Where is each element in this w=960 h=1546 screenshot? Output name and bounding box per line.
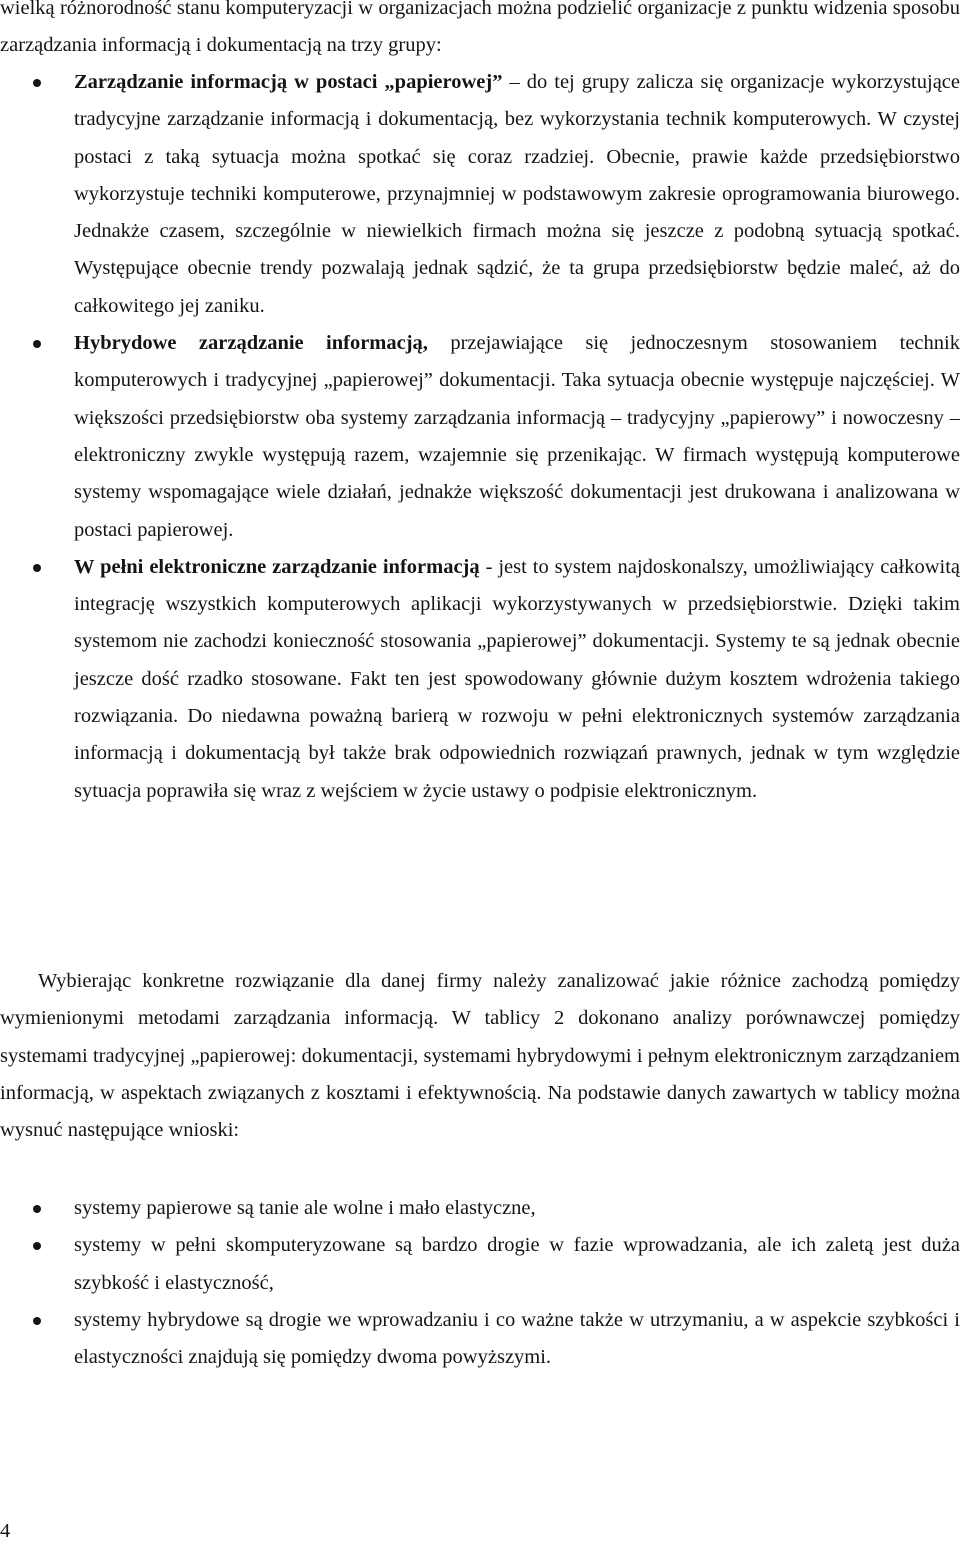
- bullet-icon: [33, 1242, 41, 1250]
- conclusion-item: [0, 1190, 960, 1227]
- conclusion-item: [0, 1227, 960, 1302]
- page-number: 4: [0, 1520, 11, 1542]
- conclusion-text: systemy hybrydowe są drogie we wprowadzaniu i co ważne także w utrzymaniu, a w aspekcie szybkości i elastyczności znajdują się pomiędzy dwoma powyższymi.: [74, 1308, 960, 1369]
- comparison-paragraph: Wybierając konkretne rozwiązanie dla danej firmy należy zanalizować jakie różnice zachodzą pomiędzy wymienionymi metodami zarządzania informacją. W tablicy 2 dokonano analizy porównawczej pomiędzy systemami tradycyjnej „papierowej: dokumentacji, systemami hybrydowymi i pełnym elektronicznym zarządzaniem informacją, w aspektach związanych z kosztami i efektywnością. Na podstawie danych zawartych w tablicy można wysnuć następujące wnioski:: [0, 970, 960, 1142]
- list-item-paper-management: [0, 64, 960, 325]
- organization-groups-list: [0, 64, 960, 810]
- list-item-electronic-management: [0, 549, 960, 810]
- list-item-hybrid-management: [0, 325, 960, 549]
- group-term: Zarządzanie informacją w postaci „papierowej”: [74, 71, 503, 93]
- group-description: - jest to system najdoskonalszy, umożliwiający całkowitą integrację wszystkich komputerowych aplikacji wykorzystywanych w przedsiębiorstwie. Dzięki takim systemom nie zachodzi konieczność stosowania „papierowej” dokumentacji. Systemy te są jednak obecnie jeszcze dość rzadko stosowane. Fakt ten jest spowodowany głównie dużym kosztem wdrożenia takiego rozwiązania. Do niedawna poważną barierą w rozwoju w pełni elektronicznych systemów zarządzania informacją i dokumentacją był także brak odpowiednich rozwiązań prawnych, jednak w tym względzie sytuacja poprawiła się wraz z wejściem w życie ustawy o podpisie elektronicznym.: [74, 555, 960, 802]
- conclusion-text: systemy w pełni skomputeryzowane są bardzo drogie w fazie wprowadzania, ale ich zaletą jest duża szybkość i elastyczność,: [74, 1234, 960, 1294]
- conclusion-text: systemy papierowe są tanie ale wolne i mało elastyczne,: [74, 1197, 536, 1219]
- bullet-icon: [33, 564, 41, 572]
- bullet-icon: [33, 1205, 41, 1213]
- bullet-icon: [33, 340, 41, 348]
- intro-paragraph: wielką różnorodność stanu komputeryzacji w organizacjach można podzielić organizacje z punktu widzenia sposobu zarządzania informacją i dokumentacją na trzy grupy:: [0, 0, 960, 57]
- group-description: przejawiające się jednoczesnym stosowaniem technik komputerowych i tradycyjnej „papierowej” dokumentacji. Taka sytuacja obecnie występuje najczęściej. W większości przedsiębiorstw oba systemy zarządzania informacją – tradycyjny „papierowy” i nowoczesny – elektroniczny zwykle występują razem, wzajemnie się przenikając. W firmach występują komputerowe systemy wspomagające wiele działań, jednakże większość dokumentacji jest drukowana i analizowana w postaci papierowej.: [74, 332, 960, 541]
- group-term: Hybrydowe zarządzanie informacją,: [74, 332, 428, 355]
- bullet-icon: [33, 79, 41, 87]
- conclusions-list: [0, 1190, 960, 1376]
- conclusion-item: [0, 1302, 960, 1377]
- group-term: W pełni elektroniczne zarządzanie informacją: [74, 555, 480, 578]
- bullet-icon: [33, 1317, 41, 1325]
- group-description: – do tej grupy zalicza się organizacje wykorzystujące tradycyjne zarządzanie informacją i dokumentacją, bez wykorzystania technik komputerowych. W czystej postaci z taką sytuacja można spotkać się coraz rzadziej. Obecnie, prawie każde przedsiębiorstwo wykorzystuje techniki komputerowe, przynajmniej w podstawowym zakresie oprogramowania biurowego. Jednakże czasem, szczególnie w niewielkich firmach można się jeszcze z podobną sytuacją spotkać. Występujące obecnie trendy pozwalają jednak sądzić, że ta grupa przedsiębiorstw będzie maleć, aż do całkowitego jej zaniku.: [74, 71, 960, 317]
